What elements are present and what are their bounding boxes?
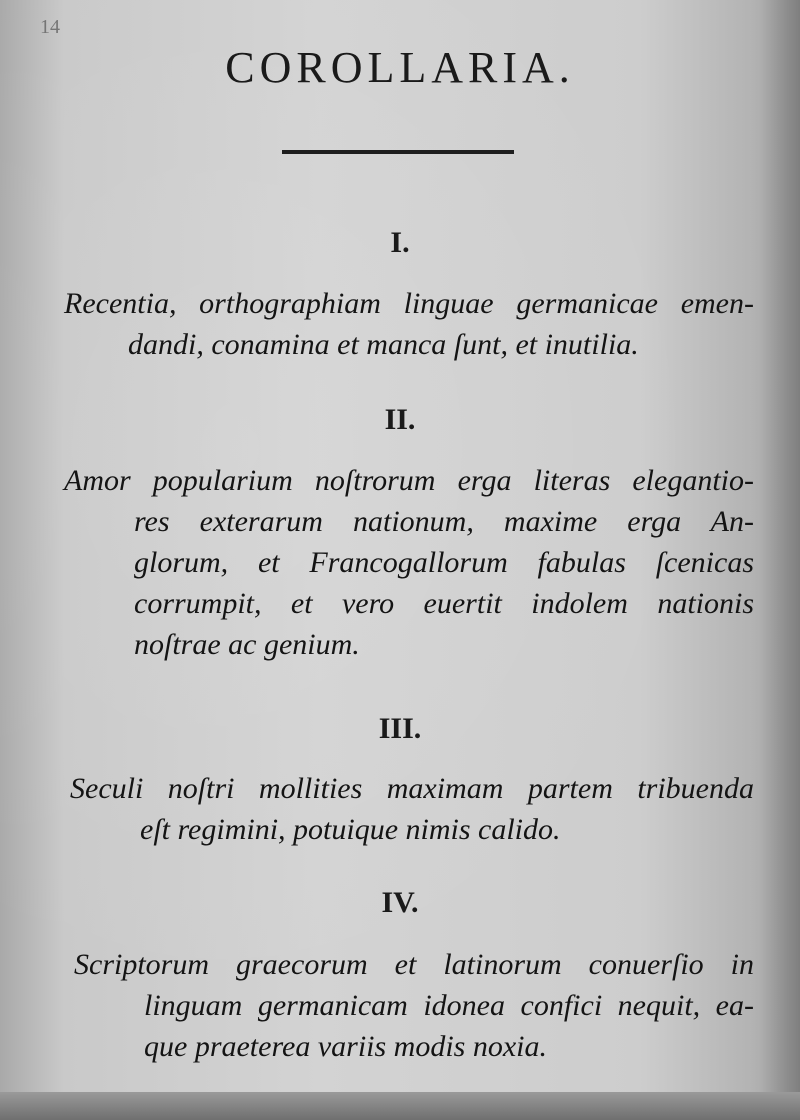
corollary-3-text	[64, 768, 754, 850]
corollary-1-numeral: I.	[390, 226, 410, 259]
page-title: COROLLARIA.	[225, 43, 575, 92]
corollary-2-line-4: corrumpit, et vero euertit indolem nationis	[134, 587, 754, 620]
page-gutter-shadow	[760, 0, 800, 1120]
corollary-2-line-1: Amor popularium noſtrorum erga literas elegantio-	[64, 464, 754, 497]
title-rule	[282, 150, 514, 154]
page-bottom-edge	[0, 1092, 800, 1120]
corollary-4-numeral: IV.	[381, 886, 419, 919]
corollary-3-numeral: III.	[378, 712, 422, 745]
corollary-1-line-1: Recentia, orthographiam linguae germanicae emen-	[64, 287, 754, 320]
corollary-2-numeral: II.	[384, 403, 416, 436]
corollary-4-line-1: Scriptorum graecorum et latinorum conuerſio in	[74, 948, 754, 981]
corollary-2-line-5: noſtrae ac genium.	[134, 628, 360, 661]
corollary-1-text	[64, 283, 754, 365]
corollary-4-line-3: que praeterea variis modis noxia.	[144, 1030, 547, 1063]
corollary-3-line-2: eſt regimini, potuique nimis calido.	[140, 813, 561, 846]
corollary-2-line-2: res exterarum nationum, maxime erga An-	[134, 505, 754, 538]
corollary-4-text	[64, 944, 754, 1067]
corollary-1-line-2: dandi, conamina et manca ſunt, et inutilia.	[128, 328, 639, 361]
corollary-2-text	[64, 460, 754, 665]
corollary-4-line-2: linguam germanicam idonea confici nequit, ea-	[144, 989, 754, 1022]
page-number: 14	[40, 16, 60, 38]
corollary-3-line-1: Seculi noſtri mollities maximam partem tribuenda	[70, 772, 754, 805]
corollary-2-line-3: glorum, et Francogallorum fabulas ſcenicas	[134, 546, 754, 579]
